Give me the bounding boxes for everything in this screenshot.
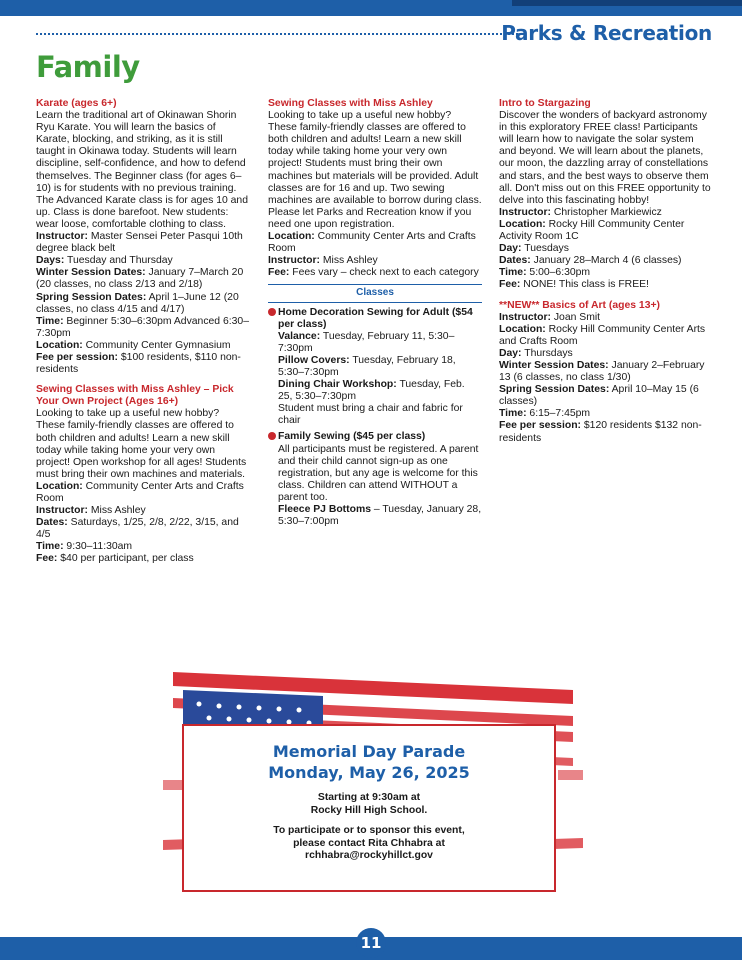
- art-instructor: Instructor: Joan Smit: [499, 311, 601, 323]
- sewing-classes-heading: Sewing Classes with Miss Ashley: [268, 98, 433, 109]
- art-heading: **NEW** Basics of Art (ages 13+): [499, 299, 661, 311]
- karate-fee: Fee per session: $100 residents, $110 non-residents: [36, 351, 241, 376]
- family-sewing-title: Family Sewing ($45 per class): [278, 431, 426, 443]
- sewing-pick-fee: Fee: $40 per participant, per class: [36, 553, 194, 565]
- karate-instructor: Instructor: Master Sensei Peter Pasqui 10th degree black belt: [36, 231, 243, 255]
- bullet-icon: [268, 308, 276, 316]
- sewing-classes-instructor: Instructor: Miss Ashley: [268, 255, 378, 267]
- stargazing-day: Day: Tuesdays: [499, 243, 569, 255]
- memorial-day-card: [182, 724, 556, 892]
- parade-contact-line1: To participate or to sponsor this event,: [273, 825, 465, 836]
- parade-start-line2: Rocky Hill High School.: [310, 804, 428, 816]
- parade-email-link[interactable]: rchhabra@rockyhillct.gov: [305, 850, 433, 861]
- chair-note: Student must bring a chair and fabric for chair: [278, 403, 463, 427]
- parade-date: Monday, May 26, 2025: [268, 763, 470, 782]
- karate-heading: Karate (ages 6+): [36, 98, 117, 109]
- parade-contact-line2: please contact Rita Chhabra at: [293, 837, 445, 849]
- top-bar: [0, 0, 742, 16]
- chair-line: Dining Chair Workshop: Tuesday, Feb. 25, 5:30–7:30pm: [278, 379, 465, 403]
- karate-location: Location: Community Center Gymnasium: [36, 339, 231, 351]
- art-winter: Winter Session Dates: January 2–February 13 (6 classes, no class 1/30): [499, 359, 705, 384]
- stargazing-time: Time: 5:00–6:30pm: [499, 267, 591, 279]
- home-decoration-title: Home Decoration Sewing for Adult ($54 per class): [278, 306, 473, 330]
- home-decoration-item: [268, 307, 482, 428]
- art-location: Location: Rocky Hill Community Center Arts and Crafts Room: [499, 323, 706, 347]
- art-day: Day: Thursdays: [499, 347, 573, 359]
- classes-divider: Classes: [268, 284, 482, 302]
- sewing-classes-intro: Looking to take up a useful new hobby? These family-friendly classes are offered to both children and adults! Learn a new skill today while taking home your very own project! Students must bring their own machines but materials will be provided. Adult classes are for 16 and up. Two sewing machines are available to borrow during class. Please let Parks and Recreation know if you need one upon registration.: [268, 110, 482, 230]
- section-tag: Parks & Recreation: [501, 21, 712, 45]
- stargazing-intro: Discover the wonders of backyard astronomy in this exploratory FREE class! Participants will learn how to navigate the solar system and beyond. We will learn about the planets, our moon, the dazzling array of constellations and stars, and the best ways to observe them all. Don't miss out on this FREE opportunity to delve into this fascinating hobby!: [499, 110, 711, 206]
- top-bar-accent: [512, 0, 742, 6]
- stargazing-dates: Dates: January 28–March 4 (6 classes): [499, 255, 682, 267]
- sewing-pick-dates: Dates: Saturdays, 1/25, 2/8, 2/22, 3/15, and 4/5: [36, 517, 239, 541]
- parade-start-line1: Starting at 9:30am at: [317, 792, 421, 803]
- valance-line: Valance: Tuesday, February 11, 5:30–7:30pm: [278, 330, 455, 354]
- bullet-icon: [268, 432, 276, 440]
- karate-intro: Learn the traditional art of Okinawan Shorin Ryu Karate. You will learn the basics of Karate, blocking, and striking, as it is still taught in Okinawa today. Students will learn discipline, self-confidence, and how to defend themselves. The Beginner class (for ages 6–10) is for students with no previous training. The Advanced Karate class is for ages 10 and up. Class is done barefoot. New students: wear loose, comfortable clothing to class.: [36, 110, 248, 230]
- sewing-pick-location: Location: Community Center Arts and Crafts Room: [36, 480, 244, 504]
- karate-days: Days: Tuesday and Thursday: [36, 255, 173, 267]
- sewing-pick-time: Time: 9:30–11:30am: [36, 541, 133, 553]
- art-time: Time: 6:15–7:45pm: [499, 408, 591, 420]
- pillow-line: Pillow Covers: Tuesday, February 18, 5:30–7:30pm: [278, 354, 456, 378]
- art-spring: Spring Session Dates: April 10–May 15 (6 classes): [499, 384, 699, 408]
- karate-time: Time: Beginner 5:30–6:30pm Advanced 6:30–7:30pm: [36, 315, 249, 339]
- column-left: [36, 98, 250, 566]
- stargazing-fee: Fee: NONE! This class is FREE!: [499, 279, 649, 291]
- pj-line: Fleece PJ Bottoms – Tuesday, January 28, 5:30–7:00pm: [278, 504, 482, 528]
- column-right: [499, 98, 713, 445]
- sewing-classes-fee: Fee: Fees vary – check next to each category: [268, 267, 479, 279]
- sewing-classes-location: Location: Community Center Arts and Crafts Room: [268, 231, 476, 255]
- sewing-pick-heading: Sewing Classes with Miss Ashley – Pick Your Own Project (Ages 16+): [36, 384, 234, 408]
- stargazing-location: Location: Rocky Hill Community Center Activity Room 1C: [499, 218, 685, 243]
- family-sewing-item: [268, 431, 482, 528]
- stargazing-heading: Intro to Stargazing: [499, 98, 591, 109]
- page-number: 11: [356, 928, 386, 958]
- sewing-pick-intro: Looking to take up a useful new hobby? These family-friendly classes are offered to both children and adults! Learn a new skill today while taking home your very own project! Open workshop for all ages! Students must bring their own machines and materials.: [36, 408, 247, 480]
- page-title: Family: [36, 50, 140, 84]
- parade-title: Memorial Day Parade: [272, 742, 466, 761]
- stargazing-instructor: Instructor: Christopher Markiewicz: [499, 206, 662, 218]
- karate-spring: Spring Session Dates: April 1–June 12 (20 classes, no class 4/15 and 4/17): [36, 291, 239, 315]
- sewing-pick-instructor: Instructor: Miss Ashley: [36, 505, 146, 517]
- karate-winter: Winter Session Dates: January 7–March 20 (20 classes, no class 2/13 and 2/18): [36, 267, 244, 291]
- art-fee: Fee per session: $120 residents $132 non-residents: [499, 420, 702, 444]
- column-middle: [268, 98, 482, 528]
- family-sewing-note: All participants must be registered. A parent and their child cannot sign-up as one registration, but any age is welcome for this class. Children can attend WITHOUT a parent too.: [278, 443, 479, 503]
- header-rule: [36, 33, 526, 35]
